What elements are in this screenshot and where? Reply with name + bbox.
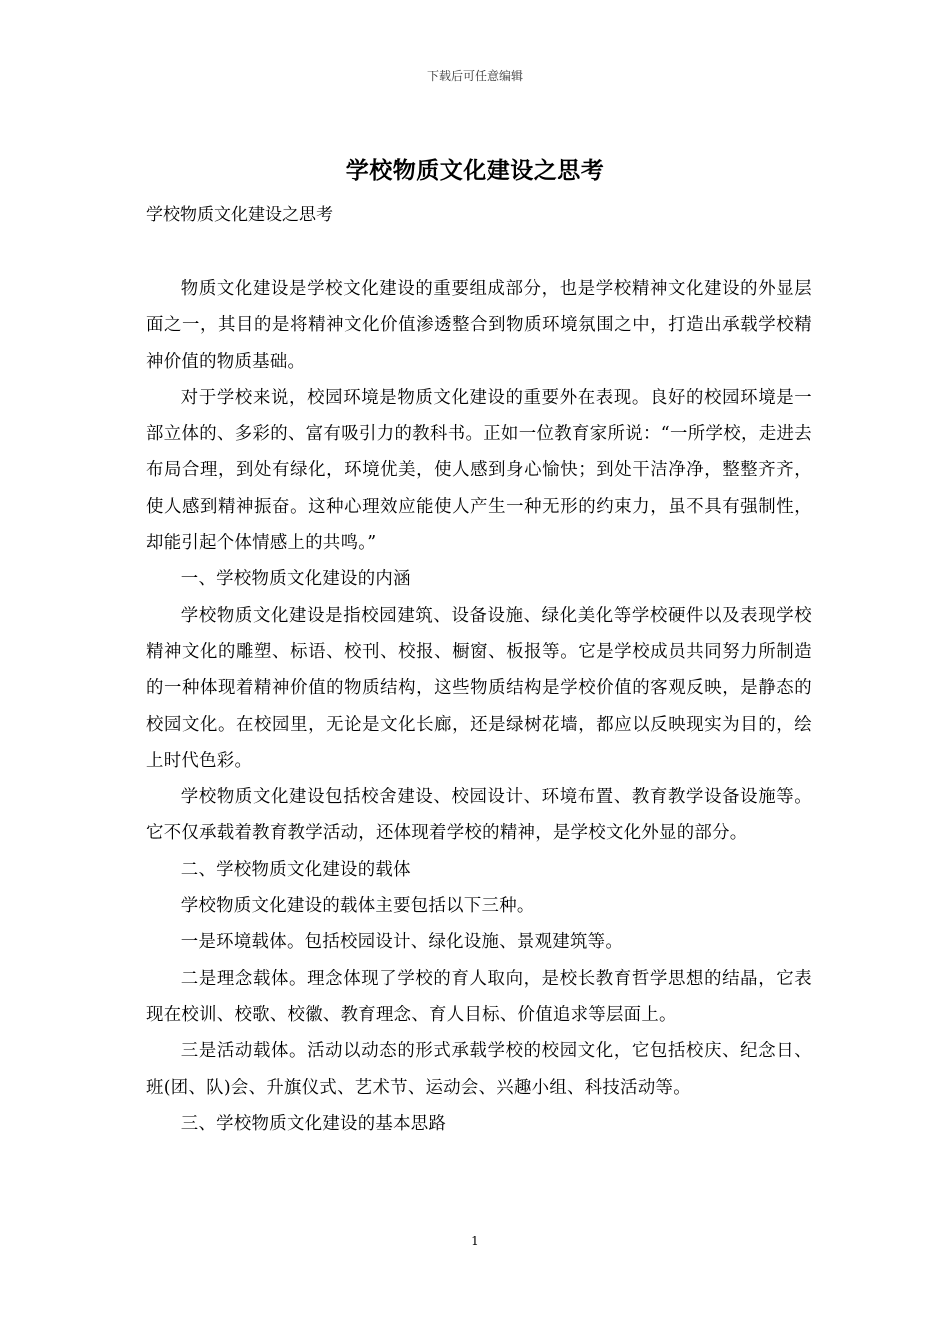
paragraph-connotation: 学校物质文化建设是指校园建筑、设备设施、绿化美化等学校硬件以及表现学校精神文化的雕塑、标语、校刊、校报、橱窗、板报等。它是学校成员共同努力所制造的一种体现着精神价值的物质结构，这些物质结构是学校价值的客观反映，是静态的校园文化。在校园里，无论是文化长廊，还是绿树花墙，都应以反映现实为目的，绘上时代色彩。 xyxy=(146,605,812,771)
section-heading-carriers: 二、学校物质文化建设的载体 xyxy=(180,859,411,880)
page-number: 1 xyxy=(471,1234,479,1248)
section-heading-approach: 三、学校物质文化建设的基本思路 xyxy=(180,1113,447,1134)
document-title: 学校物质文化建设之思考 xyxy=(345,157,605,184)
paragraph-concept-carrier: 二是理念载体。理念体现了学校的育人取向，是校长教育哲学思想的结晶，它表现在校训、校歌、校徽、教育理念、育人目标、价值追求等层面上。 xyxy=(146,968,812,1025)
paragraph-scope: 学校物质文化建设包括校舍建设、校园设计、环境布置、教育教学设备设施等。它不仅承载着教育教学活动，还体现着学校的精神，是学校文化外显的部分。 xyxy=(146,787,812,844)
paragraph-carriers-intro: 学校物质文化建设的载体主要包括以下三种。 xyxy=(180,896,535,917)
paragraph-campus-environment: 对于学校来说，校园环境是物质文化建设的重要外在表现。良好的校园环境是一部立体的、多彩的、富有吸引力的教科书。正如一位教育家所说：“一所学校，走进去布局合理，到处有绿化，环境优美，使人感到身心愉快；到处干洁净净，整整齐齐，使人感到精神振奋。这种心理效应能使人产生一种无形的约束力，虽不具有强制性，却能引起个体情感上的共鸣。” xyxy=(146,387,812,554)
section-heading-connotation: 一、学校物质文化建设的内涵 xyxy=(180,569,411,590)
document-body xyxy=(146,271,812,1142)
paragraph-activity-carrier: 三是活动载体。活动以动态的形式承载学校的校园文化，它包括校庆、纪念日、班(团、队)会、升旗仪式、艺术节、运动会、兴趣小组、科技活动等。 xyxy=(146,1041,812,1098)
header-note: 下载后可任意编辑 xyxy=(426,69,523,83)
paragraph-environment-carrier: 一是环境载体。包括校园设计、绿化设施、景观建筑等。 xyxy=(180,932,624,953)
paragraph-intro: 物质文化建设是学校文化建设的重要组成部分，也是学校精神文化建设的外显层面之一，其目的是将精神文化价值渗透整合到物质环境氛围之中，打造出承载学校精神价值的物质基础。 xyxy=(146,279,812,372)
document-subtitle: 学校物质文化建设之思考 xyxy=(146,205,333,225)
